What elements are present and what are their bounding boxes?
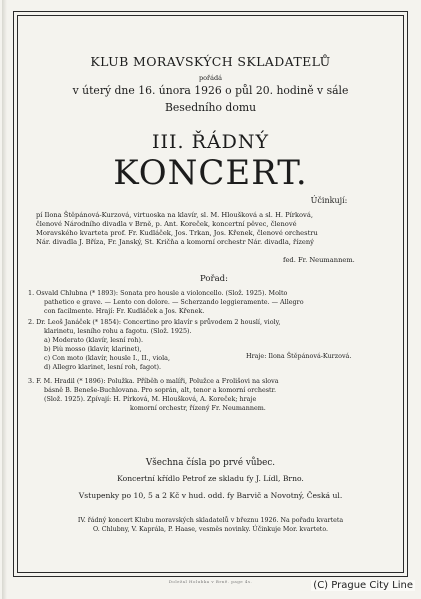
concert-title: KONCERT. — [113, 153, 308, 193]
copyright-watermark: (C) Prague City Line — [313, 580, 413, 591]
concert-venue: Besedního domu — [164, 101, 257, 114]
footer-line: IV. řádný koncert Klubu moravských skladatelů v březnu 1926. Na pořadu kvarteta — [77, 517, 344, 524]
program-item-2-movement: a) Moderato (klavír, lesní roh). — [44, 336, 144, 344]
concert-datetime: v úterý dne 16. února 1926 o půl 20. hodině v sále — [72, 84, 349, 97]
performers-heading: Účinkují: — [310, 196, 348, 205]
club-name: KLUB MORAVSKÝCH SKLADATELŮ — [90, 54, 331, 69]
program-item-1-line: pathetico e grave. — Lento con dolore. — Scherzando leggieramente. — Allegro — [44, 298, 304, 306]
program-item-3-line: (Slož. 1925). Zpívají: H. Pírková, M. Hloušková, A. Koreček; hraje — [44, 395, 257, 403]
premiere-notice: Všechna čísla po prvé vůbec. — [145, 458, 276, 468]
performers-line: členové Národního divadla v Brně, p. Ant. Koreček, koncertní pěvec, členové — [36, 220, 297, 228]
footer-line: O. Chlubny, V. Kaprála, P. Haase, vesměs novinky. Účinkuje Mor. kvarteto. — [92, 526, 329, 533]
program-item-2-line: klarinetu, lesního rohu a fagotu. (Slož. 1925). — [44, 327, 192, 335]
program-item-2-movement: d) Allegro klarinet, lesní roh, fagot). — [44, 363, 162, 371]
performers-line: Nár. divadla J. Bříza, Fr. Janský, St. Kričňa a komorní orchestr Nár. divadla, řízený — [36, 238, 314, 246]
program-item-2-movement: c) Con moto (klavír, housle I., II., viola, — [44, 354, 170, 362]
scan-edge — [2, 0, 7, 599]
performers-line: pí Ilona Štěpánová-Kurzová, virtuoska na klavír, sl. M. Hloušková a sl. H. Pírková, — [36, 211, 313, 219]
performers-line: fed. Fr. Neumannem. — [283, 256, 355, 264]
program-item-3-line: básně B. Beneše-Buchlovana. Pro soprán, alt, tenor a komorní orchestr. — [44, 386, 276, 394]
program-item-2-line: 2. Dr. Leoš Janáček (* 1854): Concertino pro klavír s průvodem 2 houslí, violy, — [28, 318, 281, 326]
program-item-1-line: 1. Osvald Chlubna (* 1893): Sonata pro housle a violoncello. (Slož. 1925). Molto — [28, 289, 288, 297]
organizes-label: pořádá — [198, 74, 223, 82]
program-item-3-line: 3. F. M. Hradil (* 1896): Polužka. Příběh o malíři, Polužce a Frolišovi na slova — [28, 377, 279, 385]
printer-imprint: Doležal Holubka v Brně. page 4s. — [168, 579, 253, 584]
performers-line: Moravského kvarteta prof. Fr. Kudláček, Jos. Trkan, Jos. Křenek, členové orchestru — [36, 229, 318, 237]
concert-ordinal: III. ŘÁDNÝ — [151, 131, 270, 153]
tickets-notice: Vstupenky po 10, 5 a 2 Kč v hud. odd. fy Barvič a Novotný, Česká ul. — [78, 491, 343, 500]
program-item-2-movement: b) Più mosso (klavír, klarinet), — [44, 345, 142, 353]
program-item-3-line: komorní orchestr, řízený Fr. Neumannem. — [130, 404, 266, 412]
program-item-1-line: con facilmente. Hrají: Fr. Kudláček a Jos. Křenek. — [44, 307, 205, 315]
program-heading: Pořad: — [200, 274, 228, 284]
piano-notice: Koncertní křídlo Petrof ze skladu fy J. Lídl, Brno. — [117, 474, 304, 483]
program-item-2-performer: Hraje: Ilona Štěpánová-Kurzová. — [246, 352, 352, 360]
